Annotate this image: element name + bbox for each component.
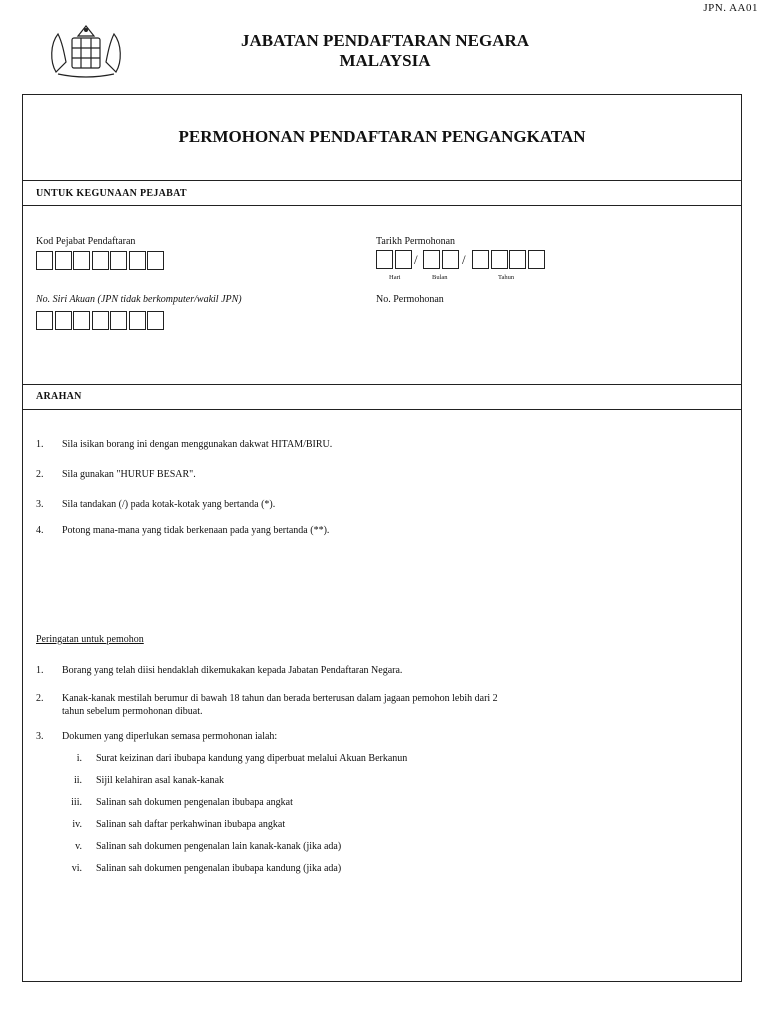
list-text: Salinan sah dokumen pengenalan ibubapa angkat (96, 797, 293, 808)
list-number: 2. (36, 469, 44, 480)
arahan-heading: ARAHAN (36, 391, 82, 402)
list-number: 4. (36, 525, 44, 536)
divider (22, 180, 742, 181)
list-number: 1. (36, 439, 44, 450)
list-text: Salinan sah daftar perkahwinan ibubapa angkat (96, 819, 286, 830)
agency-country: MALAYSIA (339, 51, 431, 70)
list-number: vi. (71, 863, 82, 874)
divider (22, 384, 742, 385)
list-item (36, 498, 716, 524)
office-use-heading: UNTUK KEGUNAAN PEJABAT (36, 188, 187, 199)
bulan-label: Bulan (432, 274, 448, 281)
list-item (36, 468, 716, 498)
list-item (36, 664, 716, 692)
list-number: ii. (73, 775, 82, 786)
list-item (62, 752, 662, 774)
list-text: Sijil kelahiran asal kanak-kanak (96, 775, 225, 786)
date-separator: / (414, 252, 418, 267)
no-siri-akuan-boxes[interactable] (36, 311, 166, 330)
list-number: iii. (71, 797, 82, 808)
list-number: i. (76, 753, 82, 764)
form-title: PERMOHONAN PENDAFTARAN PENGANGKATAN (178, 127, 586, 146)
list-text: Salinan sah dokumen pengenalan ibubapa kandung (jika ada) (96, 863, 342, 874)
divider (22, 409, 742, 410)
no-siri-akuan-label: No. Siri Akuan (JPN tidak berkomputer/wakil JPN) (36, 294, 242, 305)
list-number: v. (75, 841, 82, 852)
list-item (62, 840, 662, 862)
documents-list (62, 752, 662, 884)
list-text: Surat keizinan dari ibubapa kandung yang diperbuat melalui Akuan Berkanun (96, 753, 408, 764)
malaysia-coat-of-arms-icon (44, 22, 128, 80)
list-item (62, 774, 662, 796)
list-number: 3. (36, 731, 44, 742)
tahun-label: Tahun (498, 274, 515, 281)
divider (22, 205, 742, 206)
list-text: Kanak-kanak mestilah berumur di bawah 18 tahun dan berada berterusan dalam jagaan pemohon lebih dari 2 tahun sebelum permohonan dibuat. (62, 693, 498, 717)
list-text: Potong mana-mana yang tidak berkenaan pada yang bertanda (**). (62, 525, 330, 536)
tarikh-permohonan-label: Tarikh Permohonan (376, 236, 456, 247)
list-number: iv. (72, 819, 82, 830)
no-permohonan-label: No. Permohonan (376, 294, 444, 305)
list-text: Borang yang telah diisi hendaklah dikemukakan kepada Jabatan Pendaftaran Negara. (62, 665, 403, 676)
list-text: Dokumen yang diperlukan semasa permohonan ialah: (62, 731, 278, 742)
list-text: Salinan sah dokumen pengenalan lain kanak-kanak (jika ada) (96, 841, 342, 852)
date-separator: / (462, 252, 466, 267)
list-item (36, 730, 716, 750)
list-number: 3. (36, 499, 44, 510)
list-item (62, 818, 662, 840)
list-text: Sila isikan borang ini dengan menggunakan dakwat HITAM/BIRU. (62, 439, 333, 450)
kod-pejabat-label: Kod Pejabat Pendaftaran (36, 236, 136, 247)
peringatan-heading: Peringatan untuk pemohon (36, 634, 144, 645)
agency-name: JABATAN PENDAFTARAN NEGARA (240, 31, 530, 50)
peringatan-list (36, 664, 716, 750)
list-item (62, 796, 662, 818)
list-text: Sila gunakan "HURUF BESAR". (62, 469, 196, 480)
date-month-boxes[interactable] (423, 250, 460, 269)
hari-label: Hari (389, 274, 401, 281)
list-number: 2. (36, 693, 44, 704)
list-item (36, 692, 716, 730)
list-item (36, 438, 716, 468)
list-item (36, 524, 716, 550)
list-text: Sila tandakan (/) pada kotak-kotak yang bertanda (*). (62, 499, 276, 510)
date-day-boxes[interactable] (376, 250, 413, 269)
arahan-list (36, 438, 716, 550)
kod-pejabat-boxes[interactable] (36, 251, 166, 270)
list-item (62, 862, 662, 884)
form-code: JPN. AA01 (703, 2, 758, 14)
list-number: 1. (36, 665, 44, 676)
date-year-boxes[interactable] (472, 250, 546, 269)
